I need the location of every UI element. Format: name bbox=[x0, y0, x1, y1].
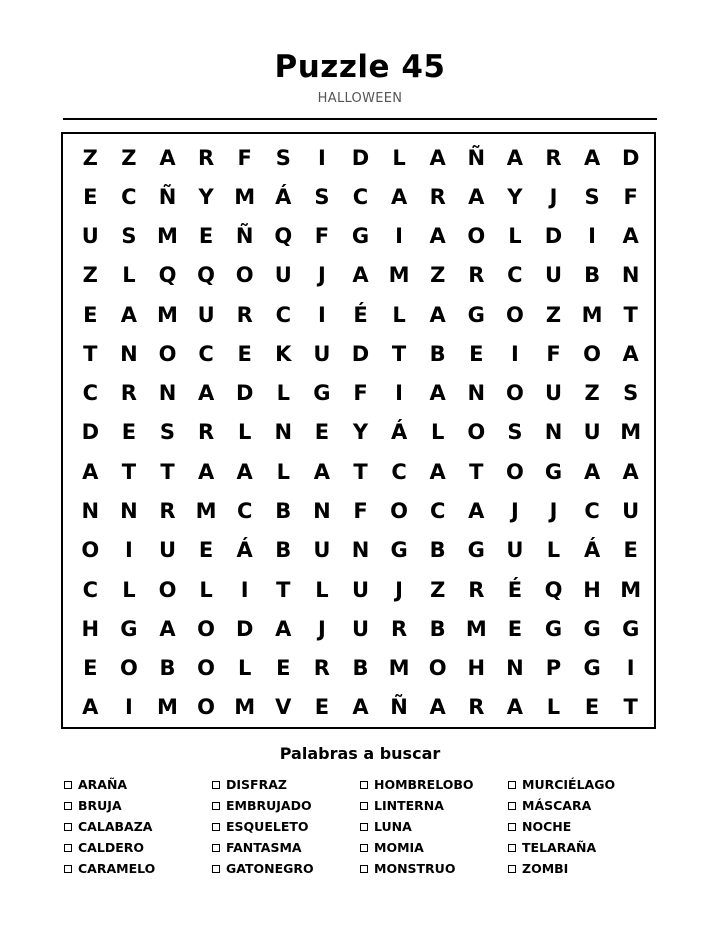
grid-cell[interactable]: Z bbox=[584, 381, 600, 406]
grid-cell[interactable]: C bbox=[507, 263, 523, 288]
grid-cell[interactable]: T bbox=[160, 459, 175, 484]
grid-cell[interactable]: D bbox=[544, 224, 563, 249]
word-list-item[interactable] bbox=[508, 858, 656, 879]
grid-cell[interactable]: U bbox=[81, 224, 99, 249]
grid-cell[interactable]: Ñ bbox=[235, 224, 254, 249]
grid-cell[interactable]: A bbox=[82, 459, 99, 484]
checkbox-icon[interactable] bbox=[508, 865, 516, 873]
grid-cell[interactable]: A bbox=[429, 145, 446, 170]
word-label: CALDERO bbox=[78, 840, 144, 855]
grid-cell[interactable]: G bbox=[390, 538, 408, 563]
grid-cell[interactable]: I bbox=[240, 577, 249, 602]
grid-cell[interactable]: T bbox=[83, 341, 98, 366]
word-list bbox=[64, 774, 664, 884]
grid-cell[interactable]: O bbox=[467, 420, 486, 445]
grid-cell[interactable]: N bbox=[120, 499, 138, 524]
grid-cell[interactable]: A bbox=[390, 184, 408, 209]
grid-cell[interactable]: D bbox=[81, 420, 100, 445]
header-divider bbox=[63, 118, 657, 120]
word-list-item[interactable] bbox=[360, 795, 508, 816]
grid-cell[interactable]: D bbox=[351, 341, 370, 366]
grid-cell[interactable]: R bbox=[236, 302, 253, 327]
grid-cell[interactable]: G bbox=[467, 302, 485, 327]
checkbox-icon[interactable] bbox=[212, 802, 220, 810]
word-list-item[interactable] bbox=[64, 837, 212, 858]
grid-cell[interactable]: G bbox=[544, 616, 563, 641]
grid-cell[interactable]: L bbox=[430, 420, 445, 445]
grid-cell[interactable]: O bbox=[197, 616, 216, 641]
checkbox-icon[interactable] bbox=[508, 802, 516, 810]
word-label: ARAÑA bbox=[78, 777, 128, 792]
checkbox-icon[interactable] bbox=[64, 802, 72, 810]
grid-cell[interactable]: Z bbox=[82, 263, 98, 288]
grid-cell[interactable]: A bbox=[506, 695, 524, 720]
grid-cell[interactable]: T bbox=[623, 695, 638, 720]
grid-cell[interactable]: S bbox=[584, 184, 600, 209]
grid-cell[interactable]: G bbox=[622, 616, 640, 641]
grid-cell[interactable]: O bbox=[505, 381, 524, 406]
word-list-item[interactable] bbox=[64, 816, 212, 837]
grid-cell[interactable]: E bbox=[83, 656, 98, 681]
checkbox-icon[interactable] bbox=[212, 823, 220, 831]
grid-cell[interactable]: J bbox=[395, 577, 403, 602]
checkbox-icon[interactable] bbox=[64, 865, 72, 873]
grid-cell[interactable]: Y bbox=[352, 420, 369, 445]
grid-cell[interactable]: L bbox=[237, 656, 252, 681]
grid-cell[interactable]: R bbox=[313, 656, 330, 681]
grid-cell[interactable]: R bbox=[429, 184, 446, 209]
checkbox-icon[interactable] bbox=[212, 844, 220, 852]
checkbox-icon[interactable] bbox=[360, 781, 368, 789]
grid-cell[interactable]: O bbox=[390, 499, 409, 524]
grid-cell[interactable]: A bbox=[583, 459, 601, 484]
grid-cell[interactable]: R bbox=[391, 616, 408, 641]
checkbox-icon[interactable] bbox=[212, 865, 220, 873]
grid-cell[interactable]: R bbox=[120, 381, 137, 406]
grid-cell[interactable]: A bbox=[429, 302, 446, 327]
grid-cell[interactable]: Q bbox=[544, 577, 563, 602]
grid-cell[interactable]: N bbox=[506, 656, 524, 681]
grid-cell[interactable]: F bbox=[237, 145, 252, 170]
grid-cell[interactable]: U bbox=[351, 616, 370, 641]
grid-cell[interactable]: E bbox=[314, 695, 330, 720]
grid-cell[interactable]: A bbox=[468, 499, 485, 524]
grid-cell[interactable]: O bbox=[583, 341, 602, 366]
grid-cell[interactable]: Á bbox=[583, 538, 601, 563]
grid-cell[interactable]: S bbox=[121, 224, 137, 249]
grid-cell[interactable]: A bbox=[429, 224, 446, 249]
word-label: CALABAZA bbox=[78, 819, 153, 834]
word-label: MONSTRUO bbox=[374, 861, 456, 876]
grid-cell[interactable]: U bbox=[313, 538, 331, 563]
word-list-item[interactable] bbox=[212, 858, 360, 879]
grid-cell[interactable]: A bbox=[429, 459, 446, 484]
grid-cell[interactable]: M bbox=[388, 263, 410, 288]
word-list-item[interactable] bbox=[212, 774, 360, 795]
grid-cell[interactable]: J bbox=[317, 616, 326, 641]
word-label: GATONEGRO bbox=[226, 861, 314, 876]
grid-cell[interactable]: O bbox=[235, 263, 254, 288]
word-list-item[interactable] bbox=[360, 858, 508, 879]
word-list-item[interactable] bbox=[360, 774, 508, 795]
word-list-item[interactable] bbox=[360, 837, 508, 858]
grid-cell[interactable]: A bbox=[313, 459, 331, 484]
grid-cell[interactable]: I bbox=[317, 302, 326, 327]
grid-cell[interactable]: E bbox=[469, 341, 484, 366]
word-list-item[interactable] bbox=[508, 795, 656, 816]
grid-cell[interactable]: Y bbox=[507, 184, 523, 209]
checkbox-icon[interactable] bbox=[64, 781, 72, 789]
grid-cell[interactable]: É bbox=[353, 302, 368, 327]
grid-cell[interactable]: Á bbox=[275, 184, 292, 209]
grid-cell[interactable]: L bbox=[392, 145, 406, 170]
word-label: FANTASMA bbox=[226, 840, 302, 855]
grid-cell[interactable]: Q bbox=[274, 224, 293, 249]
word-label: MÁSCARA bbox=[522, 798, 592, 813]
grid-cell[interactable]: Z bbox=[121, 145, 137, 170]
grid-cell[interactable]: I bbox=[510, 341, 519, 366]
grid-cell[interactable]: D bbox=[621, 145, 640, 170]
grid-cell[interactable]: L bbox=[315, 577, 329, 602]
grid-cell[interactable]: G bbox=[120, 616, 138, 641]
grid-cell[interactable]: F bbox=[623, 184, 638, 209]
grid-cell[interactable]: Z bbox=[430, 263, 446, 288]
grid-cell[interactable]: B bbox=[275, 538, 292, 563]
grid-cell[interactable]: Á bbox=[390, 420, 408, 445]
grid-cell[interactable]: U bbox=[197, 302, 215, 327]
grid-cell[interactable]: H bbox=[467, 656, 486, 681]
grid-cell[interactable]: L bbox=[276, 459, 290, 484]
grid-cell[interactable]: A bbox=[159, 616, 176, 641]
grid-cell[interactable]: R bbox=[159, 499, 176, 524]
checkbox-icon[interactable] bbox=[508, 823, 516, 831]
checkbox-icon[interactable] bbox=[212, 781, 220, 789]
grid-cell[interactable]: G bbox=[351, 224, 370, 249]
word-list-item[interactable] bbox=[64, 795, 212, 816]
grid-cell[interactable]: O bbox=[158, 577, 177, 602]
word-label: CARAMELO bbox=[78, 861, 156, 876]
grid-cell[interactable]: O bbox=[505, 459, 524, 484]
grid-cell[interactable]: N bbox=[544, 420, 563, 445]
grid-cell[interactable]: L bbox=[546, 695, 561, 720]
word-label: HOMBRELOBO bbox=[374, 777, 474, 792]
word-label: ZOMBI bbox=[522, 861, 569, 876]
grid-cell[interactable]: L bbox=[546, 538, 561, 563]
grid-cell[interactable]: E bbox=[198, 538, 214, 563]
word-list-item[interactable] bbox=[360, 816, 508, 837]
word-label: LUNA bbox=[374, 819, 412, 834]
grid-cell[interactable]: J bbox=[549, 184, 558, 209]
word-label: ESQUELETO bbox=[226, 819, 309, 834]
grid-cell[interactable]: A bbox=[197, 381, 215, 406]
grid-cell[interactable]: M bbox=[157, 695, 178, 720]
grid-cell[interactable]: H bbox=[583, 577, 601, 602]
grid-cell[interactable]: O bbox=[197, 695, 216, 720]
checkbox-icon[interactable] bbox=[360, 844, 368, 852]
grid-cell[interactable]: I bbox=[588, 224, 596, 249]
grid-cell[interactable]: C bbox=[236, 499, 253, 524]
grid-cell[interactable]: A bbox=[82, 695, 99, 720]
puzzle-title: Puzzle 45 bbox=[274, 49, 446, 85]
checkbox-icon[interactable] bbox=[508, 781, 516, 789]
grid-cell[interactable]: O bbox=[505, 302, 524, 327]
grid-cell[interactable]: S bbox=[275, 145, 291, 170]
grid-cell[interactable]: Y bbox=[198, 184, 214, 209]
grid-cell[interactable]: E bbox=[623, 538, 638, 563]
grid-cell[interactable]: C bbox=[82, 381, 98, 406]
grid-cell[interactable]: R bbox=[545, 145, 562, 170]
letter-grid-frame bbox=[61, 132, 656, 729]
grid-cell[interactable]: U bbox=[544, 263, 563, 288]
grid-cell[interactable]: K bbox=[275, 341, 292, 366]
grid-cell[interactable]: Ñ bbox=[158, 184, 177, 209]
grid-cell[interactable]: Q bbox=[197, 263, 216, 288]
grid-cell[interactable]: G bbox=[583, 656, 601, 681]
grid-cell[interactable]: I bbox=[626, 656, 635, 681]
grid-cell[interactable]: S bbox=[623, 381, 639, 406]
grid-cell[interactable]: G bbox=[583, 616, 601, 641]
grid-cell[interactable]: R bbox=[198, 420, 215, 445]
word-list-item[interactable] bbox=[212, 816, 360, 837]
checkbox-icon[interactable] bbox=[360, 802, 368, 810]
grid-cell[interactable]: B bbox=[429, 538, 446, 563]
grid-cell[interactable]: A bbox=[429, 381, 446, 406]
grid-cell[interactable]: L bbox=[276, 381, 290, 406]
grid-cell[interactable]: B bbox=[159, 656, 176, 681]
grid-cell[interactable]: A bbox=[429, 695, 446, 720]
grid-cell[interactable]: U bbox=[583, 420, 601, 445]
grid-cell[interactable]: C bbox=[391, 459, 407, 484]
grid-cell[interactable]: I bbox=[124, 695, 133, 720]
grid-cell[interactable]: F bbox=[353, 499, 368, 524]
grid-cell[interactable]: O bbox=[197, 656, 216, 681]
word-label: MOMIA bbox=[374, 840, 424, 855]
grid-cell[interactable]: A bbox=[352, 263, 369, 288]
grid-cell[interactable]: T bbox=[469, 459, 484, 484]
grid-cell[interactable]: M bbox=[195, 499, 217, 524]
grid-cell[interactable]: U bbox=[544, 381, 563, 406]
grid-cell[interactable]: C bbox=[429, 499, 446, 524]
grid-cell[interactable]: U bbox=[506, 538, 524, 563]
word-label: MURCIÉLAGO bbox=[522, 777, 616, 792]
grid-cell[interactable]: V bbox=[275, 695, 292, 720]
grid-cell[interactable]: Z bbox=[82, 145, 98, 170]
word-list-item[interactable] bbox=[508, 816, 656, 837]
grid-cell[interactable]: B bbox=[352, 656, 369, 681]
grid-cell[interactable]: D bbox=[351, 145, 370, 170]
grid-cell[interactable]: F bbox=[353, 381, 368, 406]
grid-cell[interactable]: M bbox=[620, 577, 642, 602]
grid-cell[interactable]: N bbox=[120, 341, 138, 366]
grid-cell[interactable]: A bbox=[236, 459, 253, 484]
grid-cell[interactable]: E bbox=[121, 420, 137, 445]
grid-cell[interactable]: A bbox=[622, 459, 639, 484]
grid-cell[interactable]: U bbox=[313, 341, 331, 366]
grid-cell[interactable]: F bbox=[314, 224, 330, 249]
checkbox-icon[interactable] bbox=[360, 865, 368, 873]
grid-cell[interactable]: M bbox=[234, 695, 256, 720]
grid-cell[interactable]: D bbox=[235, 381, 254, 406]
grid-cell[interactable]: L bbox=[122, 263, 136, 288]
word-list-item[interactable] bbox=[508, 837, 656, 858]
grid-cell[interactable]: L bbox=[199, 577, 213, 602]
grid-cell[interactable]: A bbox=[120, 302, 138, 327]
grid-cell[interactable]: Z bbox=[430, 577, 446, 602]
grid-cell[interactable]: C bbox=[198, 341, 214, 366]
grid-cell[interactable]: B bbox=[275, 499, 292, 524]
word-list-item[interactable] bbox=[64, 774, 212, 795]
grid-cell[interactable]: A bbox=[622, 224, 639, 249]
grid-cell[interactable]: J bbox=[510, 499, 519, 524]
grid-cell[interactable]: L bbox=[508, 224, 522, 249]
grid-cell[interactable]: O bbox=[81, 538, 100, 563]
word-list-item[interactable] bbox=[64, 858, 212, 879]
grid-cell[interactable]: D bbox=[235, 616, 254, 641]
grid-cell[interactable]: T bbox=[121, 459, 137, 484]
grid-cell[interactable]: E bbox=[314, 420, 330, 445]
grid-cell[interactable]: A bbox=[622, 341, 639, 366]
grid-cell[interactable]: O bbox=[119, 656, 138, 681]
grid-cell[interactable]: E bbox=[83, 302, 98, 327]
grid-cell[interactable]: U bbox=[274, 263, 292, 288]
word-list-item[interactable] bbox=[508, 774, 656, 795]
grid-cell[interactable]: G bbox=[544, 459, 563, 484]
grid-cell[interactable]: O bbox=[428, 656, 447, 681]
grid-cell[interactable]: R bbox=[468, 695, 485, 720]
grid-cell[interactable]: E bbox=[237, 341, 252, 366]
grid-cell[interactable]: S bbox=[507, 420, 523, 445]
grid-cell[interactable]: E bbox=[83, 184, 98, 209]
grid-cell[interactable]: T bbox=[276, 577, 291, 602]
grid-cell[interactable]: P bbox=[545, 656, 562, 681]
grid-cell[interactable]: Ñ bbox=[390, 695, 408, 720]
word-list-item[interactable] bbox=[212, 837, 360, 858]
grid-cell[interactable]: L bbox=[392, 302, 406, 327]
grid-cell[interactable]: M bbox=[620, 420, 642, 445]
grid-cell[interactable]: N bbox=[81, 499, 100, 524]
grid-cell[interactable]: T bbox=[623, 302, 638, 327]
grid-cell[interactable]: É bbox=[507, 577, 523, 602]
grid-cell[interactable]: N bbox=[158, 381, 177, 406]
grid-cell[interactable]: U bbox=[622, 499, 640, 524]
grid-cell[interactable]: C bbox=[352, 184, 369, 209]
grid-cell[interactable]: G bbox=[313, 381, 331, 406]
grid-cell[interactable]: I bbox=[317, 145, 326, 170]
checkbox-icon[interactable] bbox=[508, 844, 516, 852]
grid-cell[interactable]: N bbox=[621, 263, 640, 288]
grid-cell[interactable]: I bbox=[395, 381, 403, 406]
grid-cell[interactable]: M bbox=[581, 302, 603, 327]
grid-cell[interactable]: E bbox=[276, 656, 291, 681]
grid-cell[interactable]: Q bbox=[158, 263, 177, 288]
grid-cell[interactable]: T bbox=[391, 341, 407, 366]
grid-cell[interactable]: R bbox=[198, 145, 215, 170]
word-label: LINTERNA bbox=[374, 798, 444, 813]
grid-cell[interactable]: M bbox=[234, 184, 256, 209]
word-label: DISFRAZ bbox=[226, 777, 287, 792]
grid-cell[interactable]: E bbox=[584, 695, 600, 720]
grid-cell[interactable]: U bbox=[351, 577, 370, 602]
grid-cell[interactable]: F bbox=[546, 341, 561, 366]
grid-cell[interactable]: J bbox=[317, 263, 326, 288]
word-label: TELARAÑA bbox=[522, 840, 597, 855]
grid-cell[interactable]: N bbox=[351, 538, 370, 563]
grid-cell[interactable]: M bbox=[157, 302, 178, 327]
grid-cell[interactable]: S bbox=[314, 184, 330, 209]
grid-cell[interactable]: R bbox=[468, 263, 485, 288]
grid-cell[interactable]: A bbox=[352, 695, 369, 720]
grid-cell[interactable]: C bbox=[82, 577, 98, 602]
word-label: EMBRUJADO bbox=[226, 798, 312, 813]
grid-cell[interactable]: C bbox=[121, 184, 137, 209]
grid-cell[interactable]: M bbox=[388, 656, 410, 681]
word-label: BRUJA bbox=[78, 798, 122, 813]
grid-cell[interactable]: L bbox=[237, 420, 252, 445]
grid-cell[interactable]: A bbox=[275, 616, 292, 641]
grid-cell[interactable]: H bbox=[81, 616, 100, 641]
grid-cell[interactable]: R bbox=[468, 577, 485, 602]
grid-cell[interactable]: C bbox=[584, 499, 600, 524]
grid-cell[interactable]: O bbox=[158, 341, 177, 366]
grid-cell[interactable]: A bbox=[197, 459, 215, 484]
grid-cell[interactable]: A bbox=[468, 184, 485, 209]
grid-cell[interactable]: E bbox=[507, 616, 523, 641]
grid-cell[interactable]: B bbox=[429, 616, 446, 641]
grid-cell[interactable]: G bbox=[467, 538, 485, 563]
grid-cell[interactable]: N bbox=[313, 499, 331, 524]
grid-cell[interactable]: A bbox=[506, 145, 524, 170]
grid-cell[interactable]: T bbox=[353, 459, 368, 484]
grid-cell[interactable]: I bbox=[124, 538, 133, 563]
grid-cell[interactable]: E bbox=[198, 224, 214, 249]
word-label: NOCHE bbox=[522, 819, 572, 834]
grid-cell[interactable]: B bbox=[429, 341, 446, 366]
grid-cell[interactable]: J bbox=[549, 499, 558, 524]
grid-cell[interactable]: I bbox=[395, 224, 403, 249]
checkbox-icon[interactable] bbox=[360, 823, 368, 831]
letter-grid bbox=[71, 138, 650, 727]
grid-cell[interactable]: Z bbox=[545, 302, 562, 327]
grid-cell[interactable]: M bbox=[157, 224, 178, 249]
grid-cell[interactable]: Á bbox=[236, 538, 253, 563]
grid-cell[interactable]: O bbox=[467, 224, 486, 249]
checkbox-icon[interactable] bbox=[64, 844, 72, 852]
grid-cell[interactable]: M bbox=[465, 616, 487, 641]
checkbox-icon[interactable] bbox=[64, 823, 72, 831]
word-list-heading: Palabras a buscar bbox=[279, 744, 441, 763]
grid-cell[interactable]: C bbox=[275, 302, 291, 327]
grid-cell[interactable]: A bbox=[159, 145, 176, 170]
puzzle-subtitle: HALLOWEEN bbox=[317, 91, 403, 106]
grid-cell[interactable]: B bbox=[584, 263, 601, 288]
grid-cell[interactable]: Ñ bbox=[467, 145, 486, 170]
grid-cell[interactable]: U bbox=[158, 538, 177, 563]
grid-cell[interactable]: N bbox=[467, 381, 486, 406]
grid-cell[interactable]: L bbox=[122, 577, 136, 602]
grid-cell[interactable]: N bbox=[274, 420, 293, 445]
grid-cell[interactable]: A bbox=[583, 145, 601, 170]
word-list-item[interactable] bbox=[212, 795, 360, 816]
grid-cell[interactable]: S bbox=[159, 420, 176, 445]
